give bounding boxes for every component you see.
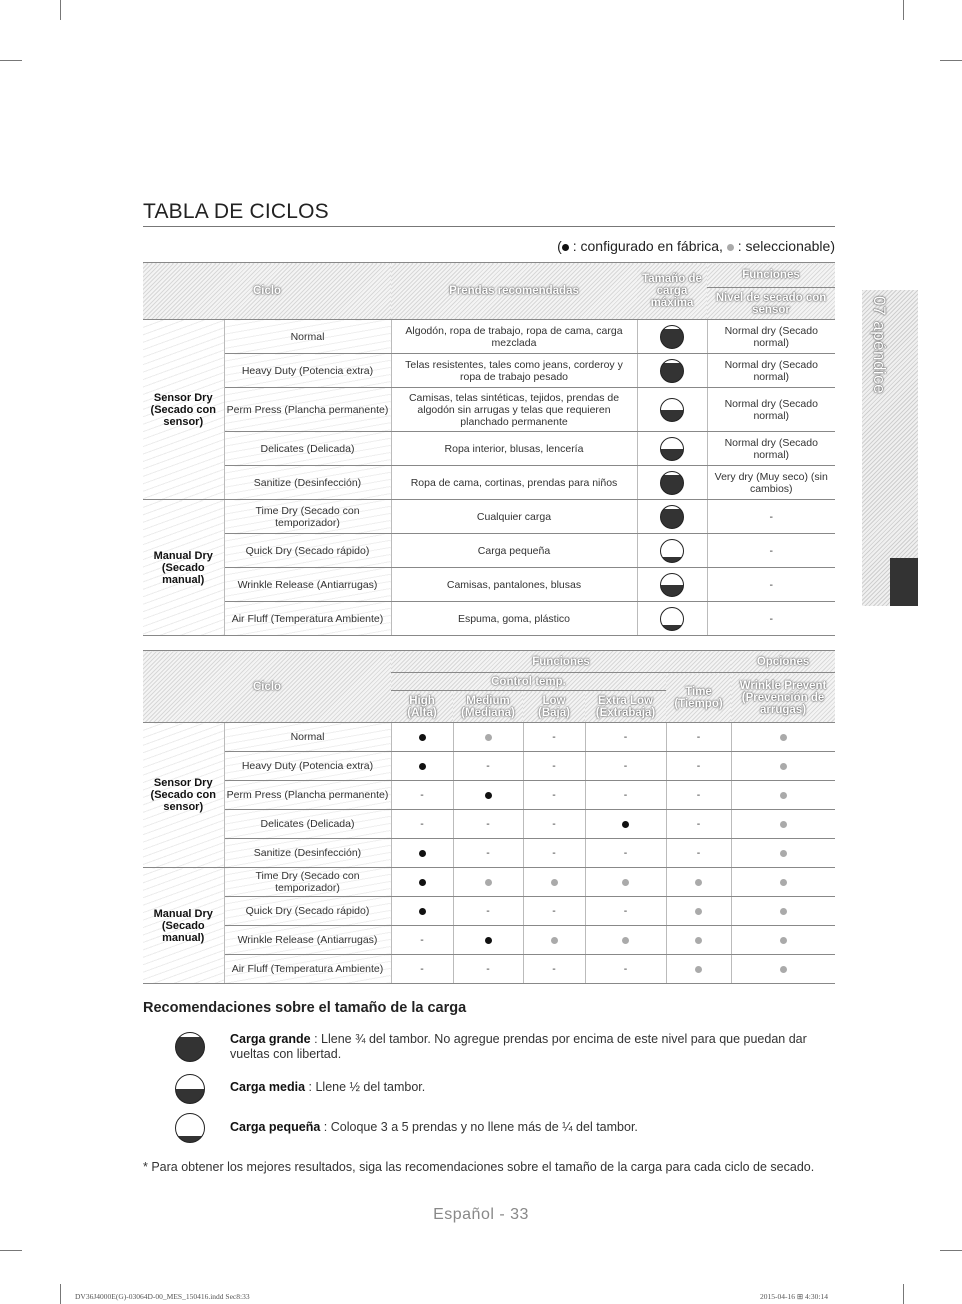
factory-dot-icon — [562, 244, 569, 251]
factory-dot-icon — [419, 850, 426, 857]
factory-dot-icon — [419, 734, 426, 741]
cycle-name: Perm Press (Plancha permanente) — [224, 388, 391, 432]
small-load-icon — [175, 1113, 205, 1143]
selectable-dot-icon — [551, 937, 558, 944]
sensor-dry-level: - — [707, 602, 835, 636]
crop-mark — [903, 0, 904, 20]
medium-cell: - — [453, 897, 523, 926]
medium-cell: - — [453, 839, 523, 868]
cycle-name: Air Fluff (Temperatura Ambiente) — [224, 602, 391, 636]
header-funciones: Funciones — [391, 651, 731, 673]
medium-cell — [453, 926, 523, 955]
cycle-group-label: Sensor Dry (Secado con sensor) — [143, 723, 224, 868]
high-cell — [391, 752, 453, 781]
max-load-cell — [637, 602, 707, 636]
cycle-name: Wrinkle Release (Antiarrugas) — [224, 568, 391, 602]
selectable-dot-icon — [695, 966, 702, 973]
table-row — [143, 500, 835, 534]
selectable-dot-icon — [780, 763, 787, 770]
wrinkle-prevent-cell — [731, 955, 835, 984]
medium-cell — [453, 723, 523, 752]
cycle-group-label: Manual Dry (Secado manual) — [143, 868, 224, 984]
large-load-icon — [660, 359, 684, 383]
section-tab-marker — [890, 558, 918, 606]
footnote: * Para obtener los mejores resultados, siga las recomendaciones sobre el tamaño de la carga para cada ciclo de secado. — [143, 1160, 815, 1174]
low-cell: - — [523, 839, 585, 868]
cycle-name: Delicates (Delicada) — [224, 810, 391, 839]
time-cell: - — [666, 839, 731, 868]
cycle-name: Heavy Duty (Potencia extra) — [224, 752, 391, 781]
high-cell: - — [391, 810, 453, 839]
time-cell: - — [666, 723, 731, 752]
high-cell: - — [391, 955, 453, 984]
header-low: Low (Baja) — [523, 691, 585, 723]
header-ciclo: Ciclo — [143, 263, 391, 320]
max-load-cell — [637, 466, 707, 500]
selectable-dot-icon — [780, 908, 787, 915]
time-cell — [666, 926, 731, 955]
sensor-dry-level: Normal dry (Secado normal) — [707, 432, 835, 466]
table-row — [143, 955, 835, 984]
sensor-dry-level: - — [707, 534, 835, 568]
high-cell — [391, 897, 453, 926]
low-cell: - — [523, 752, 585, 781]
header-nivel: Nivel de secado con sensor — [707, 288, 835, 320]
wrinkle-prevent-cell — [731, 926, 835, 955]
wrinkle-prevent-cell — [731, 752, 835, 781]
extra-low-cell: - — [585, 752, 666, 781]
max-load-cell — [637, 388, 707, 432]
table-row — [143, 466, 835, 500]
cycle-name: Delicates (Delicada) — [224, 432, 391, 466]
recommended-items: Espuma, goma, plástico — [391, 602, 637, 636]
table-row — [143, 926, 835, 955]
crop-mark — [903, 1284, 904, 1304]
factory-dot-icon — [419, 763, 426, 770]
medium-cell: - — [453, 810, 523, 839]
extra-low-cell: - — [585, 723, 666, 752]
cycle-name: Sanitize (Desinfección) — [224, 839, 391, 868]
wrinkle-prevent-cell — [731, 723, 835, 752]
medium-cell: - — [453, 955, 523, 984]
extra-low-cell: - — [585, 781, 666, 810]
selectable-dot-icon — [485, 734, 492, 741]
table-row — [143, 388, 835, 432]
recommended-items: Carga pequeña — [391, 534, 637, 568]
medium-load-icon — [660, 573, 684, 597]
extra-low-cell: - — [585, 955, 666, 984]
cycle-name: Air Fluff (Temperatura Ambiente) — [224, 955, 391, 984]
crop-mark — [940, 1250, 962, 1251]
sensor-dry-level: Very dry (Muy seco) (sin cambios) — [707, 466, 835, 500]
print-info: DV36J4000E(G)-03064D-00_MES_150416.indd Sec8:33 — [75, 1292, 250, 1301]
title-divider — [143, 226, 835, 227]
recommended-items: Telas resistentes, tales como jeans, corderoy y ropa de trabajo pesado — [391, 354, 637, 388]
header-funciones: Funciones — [707, 263, 835, 288]
crop-mark — [60, 1284, 61, 1304]
low-cell: - — [523, 897, 585, 926]
recommended-items: Camisas, telas sintéticas, tejidos, prendas de algodón sin arrugas y telas que requieren planchado permanente — [391, 388, 637, 432]
extra-low-cell: - — [585, 897, 666, 926]
time-cell: - — [666, 810, 731, 839]
max-load-cell — [637, 500, 707, 534]
options-table — [143, 650, 835, 984]
medium-cell — [453, 868, 523, 897]
page-title: TABLA DE CICLOS — [143, 200, 329, 223]
header-extra-low: Extra Low (Extrabaja) — [585, 691, 666, 723]
selectable-dot-icon — [780, 734, 787, 741]
header-medium: Medium (Mediana) — [453, 691, 523, 723]
selectable-dot-icon — [780, 966, 787, 973]
max-load-cell — [637, 354, 707, 388]
time-cell: - — [666, 752, 731, 781]
factory-dot-icon — [485, 792, 492, 799]
low-cell — [523, 926, 585, 955]
low-cell — [523, 868, 585, 897]
recommended-items: Cualquier carga — [391, 500, 637, 534]
wrinkle-prevent-cell — [731, 781, 835, 810]
extra-low-cell: - — [585, 839, 666, 868]
cycle-name: Heavy Duty (Potencia extra) — [224, 354, 391, 388]
header-time: Time (Tiempo) — [666, 673, 731, 723]
cycle-name: Wrinkle Release (Antiarrugas) — [224, 926, 391, 955]
time-cell: - — [666, 781, 731, 810]
selectable-dot-icon — [780, 937, 787, 944]
medium-cell — [453, 781, 523, 810]
crop-mark — [940, 60, 962, 61]
wrinkle-prevent-cell — [731, 897, 835, 926]
selectable-dot-icon — [551, 879, 558, 886]
cycle-group-label: Manual Dry (Secado manual) — [143, 500, 224, 636]
small-load-icon — [660, 539, 684, 563]
medium-load-icon — [175, 1074, 205, 1104]
table-row — [143, 810, 835, 839]
recommended-items: Camisas, pantalones, blusas — [391, 568, 637, 602]
crop-mark — [0, 1250, 22, 1251]
extra-low-cell — [585, 868, 666, 897]
table-row — [143, 897, 835, 926]
selectable-dot-icon — [622, 937, 629, 944]
selectable-dot-icon — [780, 850, 787, 857]
table-row — [143, 781, 835, 810]
crop-mark — [60, 0, 61, 20]
table-row — [143, 534, 835, 568]
factory-dot-icon — [419, 879, 426, 886]
high-cell — [391, 723, 453, 752]
time-cell — [666, 868, 731, 897]
recommended-items: Ropa de cama, cortinas, prendas para niños — [391, 466, 637, 500]
max-load-cell — [637, 568, 707, 602]
selectable-dot-icon — [485, 879, 492, 886]
print-timestamp: 2015-04-16 ⊞ 4:30:14 — [760, 1292, 828, 1301]
section-tab-label: 07 apéndice — [870, 296, 889, 395]
selectable-dot-icon — [727, 244, 734, 251]
max-load-cell — [637, 320, 707, 354]
low-cell: - — [523, 810, 585, 839]
page-number: Español - 33 — [433, 1206, 529, 1223]
sensor-dry-level: Normal dry (Secado normal) — [707, 354, 835, 388]
wrinkle-prevent-cell — [731, 839, 835, 868]
wrinkle-prevent-cell — [731, 868, 835, 897]
header-prendas: Prendas recomendadas — [391, 263, 637, 320]
header-wrinkle-prevent: Wrinkle Prevent (Prevención de arrugas) — [731, 673, 835, 723]
low-cell: - — [523, 955, 585, 984]
table-row — [143, 354, 835, 388]
table-row — [143, 752, 835, 781]
low-cell: - — [523, 723, 585, 752]
max-load-cell — [637, 534, 707, 568]
extra-low-cell — [585, 926, 666, 955]
high-cell: - — [391, 926, 453, 955]
sensor-dry-level: Normal dry (Secado normal) — [707, 388, 835, 432]
legend: ( : configurado en fábrica, : seleccionable) — [557, 238, 835, 254]
sensor-dry-level: - — [707, 568, 835, 602]
header-control-temp: Control temp. — [391, 673, 666, 691]
cycle-name: Time Dry (Secado con temporizador) — [224, 868, 391, 897]
header-tamano: Tamaño de carga máxima — [637, 263, 707, 320]
cycle-name: Normal — [224, 723, 391, 752]
selectable-dot-icon — [780, 879, 787, 886]
factory-dot-icon — [622, 821, 629, 828]
crop-mark — [0, 60, 22, 61]
selectable-dot-icon — [695, 908, 702, 915]
cycle-chart-table — [143, 262, 835, 636]
time-cell — [666, 955, 731, 984]
sensor-dry-level: Normal dry (Secado normal) — [707, 320, 835, 354]
selectable-dot-icon — [780, 821, 787, 828]
table-row — [143, 432, 835, 466]
sensor-dry-level: - — [707, 500, 835, 534]
header-ciclo: Ciclo — [143, 651, 391, 723]
recommendations-title: Recomendaciones sobre el tamaño de la carga — [143, 1000, 467, 1016]
high-cell — [391, 839, 453, 868]
cycle-name: Time Dry (Secado con temporizador) — [224, 500, 391, 534]
high-cell — [391, 868, 453, 897]
selectable-dot-icon — [695, 937, 702, 944]
extra-low-cell — [585, 810, 666, 839]
factory-dot-icon — [419, 908, 426, 915]
cycle-name: Normal — [224, 320, 391, 354]
cycle-name: Perm Press (Plancha permanente) — [224, 781, 391, 810]
high-cell: - — [391, 781, 453, 810]
selectable-dot-icon — [622, 879, 629, 886]
factory-dot-icon — [485, 937, 492, 944]
medium-load-icon — [660, 398, 684, 422]
low-cell: - — [523, 781, 585, 810]
large-load-icon — [660, 471, 684, 495]
large-load-icon — [660, 505, 684, 529]
table-row — [143, 723, 835, 752]
table-row — [143, 602, 835, 636]
selectable-dot-icon — [695, 879, 702, 886]
max-load-cell — [637, 432, 707, 466]
table-row — [143, 868, 835, 897]
wrinkle-prevent-cell — [731, 810, 835, 839]
cycle-name: Sanitize (Desinfección) — [224, 466, 391, 500]
table-row — [143, 320, 835, 354]
large-load-icon — [660, 325, 684, 349]
table-row — [143, 839, 835, 868]
time-cell — [666, 897, 731, 926]
medium-cell: - — [453, 752, 523, 781]
cycle-name: Quick Dry (Secado rápido) — [224, 534, 391, 568]
small-load-icon — [660, 607, 684, 631]
cycle-group-label: Sensor Dry (Secado con sensor) — [143, 320, 224, 500]
table-row — [143, 568, 835, 602]
recommended-items: Ropa interior, blusas, lencería — [391, 432, 637, 466]
cycle-name: Quick Dry (Secado rápido) — [224, 897, 391, 926]
large-load-icon — [175, 1032, 205, 1062]
selectable-dot-icon — [780, 792, 787, 799]
medium-load-icon — [660, 437, 684, 461]
section-tab — [862, 290, 918, 606]
header-high: High (Alta) — [391, 691, 453, 723]
header-opciones: Opciones — [731, 651, 835, 673]
recommended-items: Algodón, ropa de trabajo, ropa de cama, carga mezclada — [391, 320, 637, 354]
